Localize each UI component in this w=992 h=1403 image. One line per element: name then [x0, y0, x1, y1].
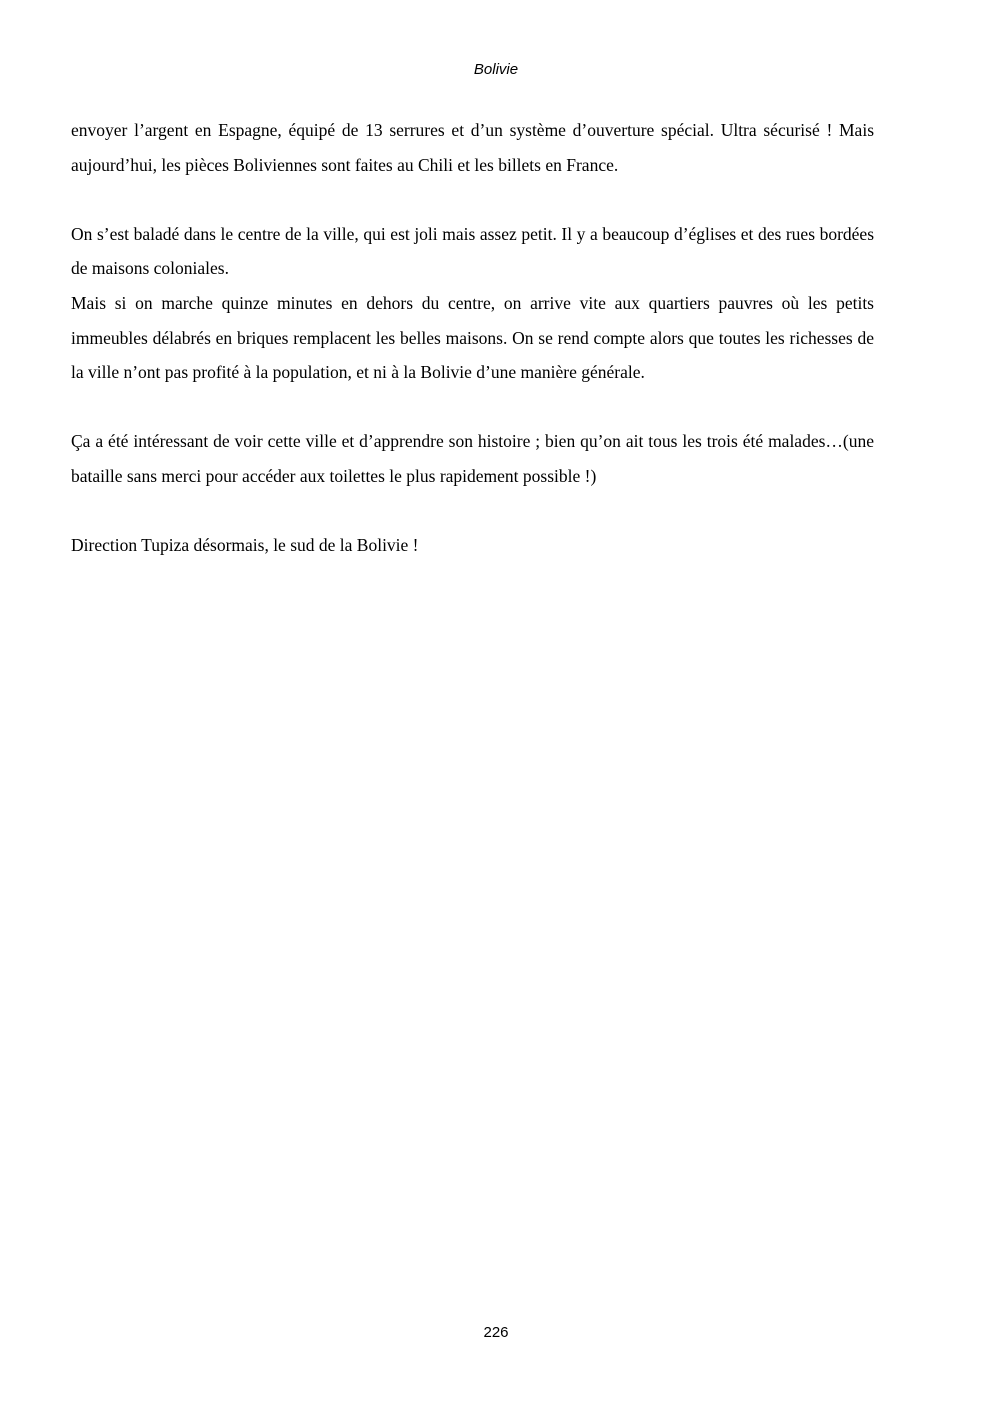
paragraph-spacer	[71, 494, 874, 529]
page-number: 226	[483, 1324, 509, 1341]
document-body	[71, 113, 874, 563]
paragraph-1: envoyer l’argent en Espagne, équipé de 13 serrures et d’un système d’ouverture spécial. Ultra sécurisé ! Mais aujourd’hui, les pièces Boliviennes sont faites au Chili et les billets en France.	[71, 120, 874, 175]
paragraph-5: Direction Tupiza désormais, le sud de la Bolivie !	[71, 535, 419, 556]
paragraph-3: Mais si on marche quinze minutes en dehors du centre, on arrive vite aux quartiers pauvres où les petits immeubles délabrés en briques remplacent les belles maisons. On se rend compte alors que toutes les richesses de la ville n’ont pas profité à la population, et ni à la Bolivie d’une manière générale.	[71, 292, 874, 383]
paragraph-spacer	[71, 390, 874, 425]
paragraph-2: On s’est baladé dans le centre de la ville, qui est joli mais assez petit. Il y a beaucoup d’églises et des rues bordées de maisons coloniales.	[71, 223, 874, 279]
page-header-title: Bolivie	[473, 61, 519, 78]
paragraph-spacer	[71, 182, 874, 217]
paragraph-4: Ça a été intéressant de voir cette ville et d’apprendre son histoire ; bien qu’on ait tous les trois été malades…(une bataille sans merci pour accéder aux toilettes le plus rapidement possible !)	[71, 431, 874, 486]
